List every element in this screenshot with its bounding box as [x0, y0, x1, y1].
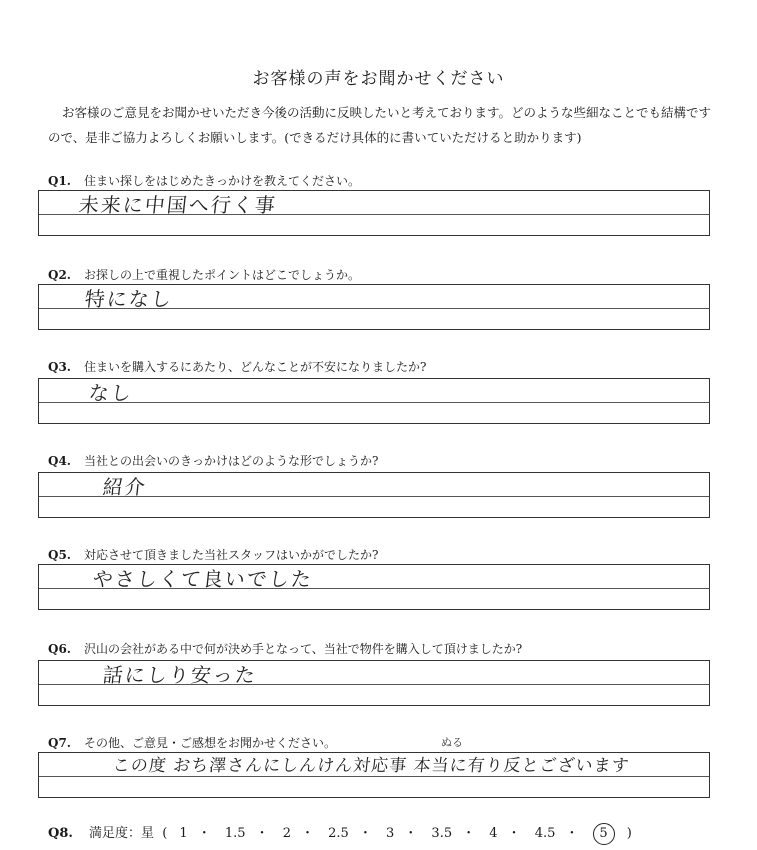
answer-text: この度 おち澤さんにしんけん対応事 本当に有り反とございます [111, 756, 631, 776]
question-3 [48, 358, 426, 375]
answer-text: なし [87, 381, 135, 405]
question-text: 住まい探しをはじめたきっかけを教えてください。 [84, 174, 361, 188]
rating-option[interactable]: 4.5 [534, 826, 556, 841]
answer-box-6[interactable] [38, 660, 710, 706]
close-paren: ) [626, 826, 632, 841]
page-title: お客様の声をお聞かせください [252, 69, 505, 89]
divider-line [39, 402, 709, 403]
question-text: お探しの上で重視したポイントはどこでしょうか。 [84, 268, 361, 282]
intro-text: お客様のご意見をお聞かせいただき今後の活動に反映したいと考えております。どのような些細なことでも結構ですので、是非ご協力よろしくお願いします。(できるだけ具体的に書いていただけると助かります) [48, 105, 712, 145]
answer-text: 未来に中国へ行く事 [77, 193, 279, 217]
handwritten-annotation: ぬる [441, 736, 463, 749]
divider-line [39, 776, 709, 777]
answer-text: 紹介 [101, 475, 149, 499]
question-number: Q2. [48, 268, 71, 282]
question-number: Q8. [48, 826, 73, 841]
question-number: Q4. [48, 454, 71, 468]
question-6 [48, 640, 522, 657]
answer-box-5[interactable] [38, 564, 710, 610]
answer-box-7[interactable] [38, 752, 710, 798]
answer-box-3[interactable] [38, 378, 710, 424]
question-text: 当社との出会いのきっかけはどのような形でしょうか? [84, 454, 379, 468]
answer-text: やさしくて良いでした [91, 567, 315, 591]
question-7 [48, 734, 336, 751]
rating-option[interactable]: 3.5 [431, 826, 453, 841]
question-5 [48, 546, 378, 563]
question-number: Q6. [48, 642, 71, 656]
question-text: 沢山の会社がある中で何が決め手となって、当社で物件を購入して頂けましたか? [84, 642, 523, 656]
question-number: Q5. [48, 548, 71, 562]
answer-text: 話にしり安った [101, 663, 259, 687]
answer-box-4[interactable] [38, 472, 710, 518]
rating-option[interactable]: 4 [489, 826, 498, 841]
question-1 [48, 172, 360, 189]
question-4 [48, 452, 378, 469]
question-text: その他、ご意見・ご感想をお聞かせください。 [84, 736, 337, 750]
question-2 [48, 266, 360, 283]
question-text: 住まいを購入するにあたり、どんなことが不安になりましたか? [84, 360, 427, 374]
rating-option-selected[interactable]: 5 [593, 823, 615, 845]
rating-option[interactable]: 1.5 [224, 826, 246, 841]
question-number: Q3. [48, 360, 71, 374]
answer-box-1[interactable] [38, 190, 710, 236]
satisfaction-rating: Q8. 満足度：星 ( 1 ・ 1.5 ・ 2 ・ 2.5 ・ 3 ・ 3.5 ・ 4 ・ 4.5 ・ 5 ) [48, 822, 636, 845]
satisfaction-label: 満足度：星 [89, 826, 155, 841]
question-number: Q1. [48, 174, 71, 188]
question-number: Q7. [48, 736, 71, 750]
rating-option[interactable]: 2.5 [328, 826, 349, 841]
question-text: 対応させて頂きました当社スタッフはいかがでしたか? [84, 548, 379, 562]
rating-option[interactable]: 3 [385, 826, 395, 841]
answer-box-2[interactable] [38, 284, 710, 330]
open-paren: ( [162, 826, 168, 841]
rating-option[interactable]: 1 [179, 826, 188, 841]
rating-option[interactable]: 2 [282, 826, 291, 841]
answer-text: 特になし [83, 287, 175, 311]
